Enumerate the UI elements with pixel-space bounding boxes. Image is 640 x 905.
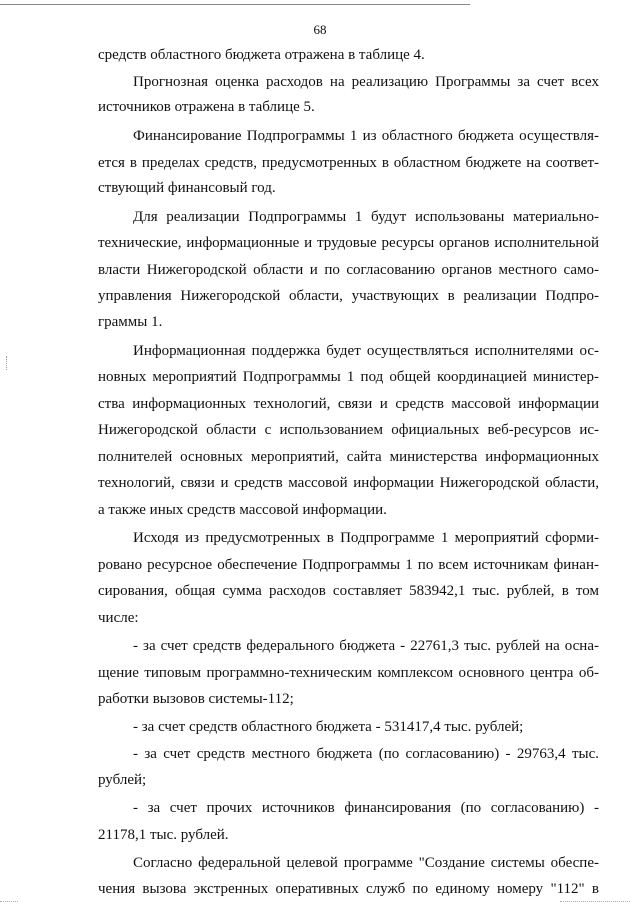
text-line: Финансирование Подпрограммы 1 из областного бюджета осуществля-	[133, 128, 599, 144]
page-number: 68	[313, 22, 327, 37]
text-line: ровано ресурсное обеспечение Подпрограммы 1 по всем источникам финан-	[98, 557, 599, 573]
text-line: чения вызова экстренных оперативных служб по единому номеру "112" в	[98, 881, 599, 897]
margin-mark	[6, 356, 8, 370]
text-line: ствующий финансовый год.	[98, 180, 276, 196]
text-line: технические, информационные и трудовые ресурсы органов исполнительной	[98, 235, 599, 251]
text-line: граммы 1.	[98, 314, 163, 330]
text-line: числе:	[98, 610, 139, 626]
text-line: щение типовым программно-техническим комплексом основного центра об-	[98, 665, 599, 681]
text-line: - за счет прочих источников финансирования (по согласованию) -	[133, 800, 599, 816]
text-line: - за счет средств федерального бюджета - 22761,3 тыс. рублей на осна-	[133, 638, 599, 654]
text-line: 21178,1 тыс. рублей.	[98, 827, 229, 843]
text-line: Для реализации Подпрограммы 1 будут использованы материально-	[133, 209, 599, 225]
text-line: Нижегородской области с использованием официальных веб-ресурсов ис-	[98, 422, 599, 438]
text-line: а также иных средств массовой информации.	[98, 502, 387, 518]
text-line: технологий, связи и средств массовой информации Нижегородской области,	[98, 475, 599, 491]
text-line: - за счет средств местного бюджета (по согласованию) - 29763,4 тыс.	[133, 746, 599, 762]
bottom-scan-mark	[560, 901, 630, 902]
text-line: Согласно федеральной целевой программе "Создание системы обеспе-	[133, 855, 599, 871]
text-line: рублей;	[98, 772, 147, 788]
text-line: власти Нижегородской области и по согласованию органов местного само-	[98, 262, 599, 278]
text-line: Исходя из предусмотренных в Подпрограмме 1 мероприятий сформи-	[133, 530, 599, 546]
text-line: Информационная поддержка будет осуществляться исполнителями ос-	[133, 343, 599, 359]
top-rule	[0, 4, 470, 5]
bottom-scan-mark	[0, 901, 18, 902]
text-line: источников отражена в таблице 5.	[98, 99, 315, 115]
text-line: работки вызовов системы-112;	[98, 691, 294, 707]
text-line: управления Нижегородской области, участвующих в реализации Подпро-	[98, 288, 599, 304]
text-line: ется в пределах средств, предусмотренных в областном бюджете на соответ-	[98, 155, 599, 171]
text-line: сирования, общая сумма расходов составляет 583942,1 тыс. рублей, в том	[98, 583, 599, 599]
text-line: полнителей основных мероприятий, сайта министерства информационных	[98, 449, 599, 465]
text-line: средств областного бюджета отражена в таблице 4.	[98, 47, 425, 63]
text-line: ства информационных технологий, связи и средств массовой информации	[98, 396, 599, 412]
text-line: - за счет средств областного бюджета - 531417,4 тыс. рублей;	[133, 719, 524, 735]
text-line: Прогнозная оценка расходов на реализацию Программы за счет всех	[133, 74, 599, 90]
text-line: новных мероприятий Подпрограммы 1 под общей координацией министер-	[98, 369, 599, 385]
